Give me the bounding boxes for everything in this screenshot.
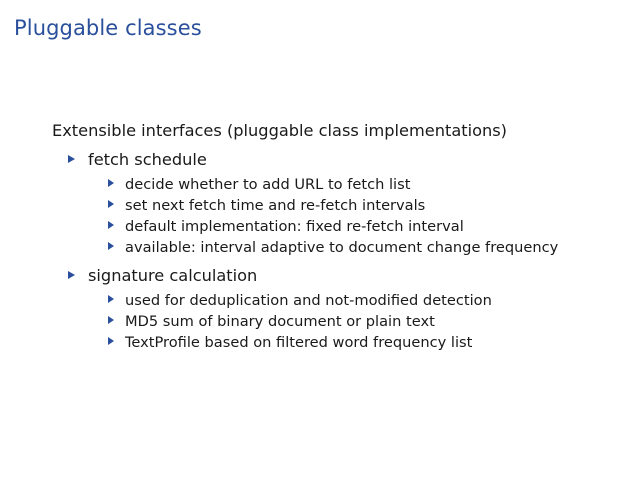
list-item: [108, 292, 492, 309]
list-item: [108, 313, 435, 330]
list-item-text: decide whether to add URL to fetch list: [125, 176, 411, 193]
triangle-bullet-icon: [108, 295, 114, 303]
list-item: [108, 218, 464, 235]
list-item-text: available: interval adaptive to document change frequency: [125, 239, 559, 256]
triangle-bullet-icon: [108, 242, 114, 250]
triangle-bullet-icon: [108, 221, 114, 229]
list-item: [108, 239, 558, 256]
section-signature-calculation: [68, 266, 257, 285]
list-item-text: MD5 sum of binary document or plain text: [125, 313, 435, 330]
list-item-text: used for deduplication and not-modified detection: [125, 292, 492, 309]
triangle-bullet-icon: [68, 271, 75, 279]
section-label: fetch schedule: [88, 150, 207, 169]
triangle-bullet-icon: [108, 337, 114, 345]
list-item-text: TextProfile based on filtered word frequency list: [125, 334, 473, 351]
intro-text: Extensible interfaces (pluggable class implementations): [52, 121, 507, 140]
list-item-text: set next fetch time and re-fetch intervals: [125, 197, 426, 214]
triangle-bullet-icon: [108, 200, 114, 208]
triangle-bullet-icon: [68, 155, 75, 163]
triangle-bullet-icon: [108, 316, 114, 324]
list-item: [108, 176, 410, 193]
section-fetch-schedule: [68, 150, 207, 169]
slide-title: Pluggable classes: [14, 16, 202, 40]
list-item: [108, 334, 472, 351]
list-item: [108, 197, 425, 214]
list-item-text: default implementation: fixed re-fetch interval: [125, 218, 464, 235]
triangle-bullet-icon: [108, 179, 114, 187]
section-label: signature calculation: [88, 266, 258, 285]
